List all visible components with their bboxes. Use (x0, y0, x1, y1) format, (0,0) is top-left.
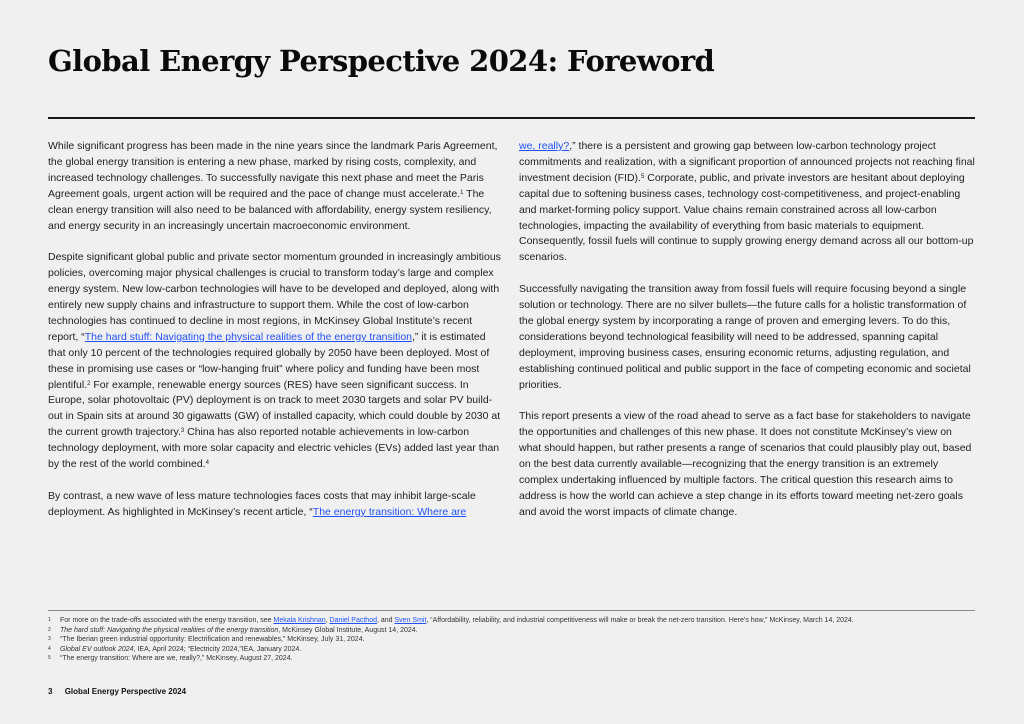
right-paragraph-1: we, really?,” there is a persistent and growing gap between low-carbon technology project commitments and realization, with a significant proportion of announced projects not reaching final investment decision (FID).$^5$ Corporate, public, and private investors are hesitant about deploying capital due to softening business cases, technology cost-competitiveness, and project-enabling and market-forming policy support. Value chains remain constrained across all low-carbon technologies, impacting the availability of everything from basic materials to equipment. Consequently, fossil fuels will continue to supply growing energy demand across all our bottom-up scenarios. (519, 140, 975, 264)
right-paragraph-2: Successfully navigating the transition away from fossil fuels will require focusing beyond a single solution or technology. There are no silver bullets—the future calls for a holistic transformation of the global energy system by incorporating a range of proven and emerging levers. To do this, considerations beyond technological feasibility will need to be addressed, spanning capital deployment, improving business cases, ensuring economic returns, adjusting regulation, and establishing continued political and public support in the face of competing economic and societal priorities. (519, 283, 971, 391)
energy-transition-article-link[interactable]: The energy transition: Where are (312, 505, 467, 518)
left-paragraph-3: By contrast, a new wave of less mature technologies faces costs that may inhibit large-scale deployment. As highlighted in McKinsey’s recent article, “The energy transition: Where are (48, 489, 476, 518)
hard-stuff-report-link[interactable]: The hard stuff: Navigating the physical realities of the energy transition (84, 330, 413, 343)
title-divider (48, 117, 975, 119)
footnote-4: 4 Global EV outlook 2024, IEA, April 2024; “Electricity 2024,”IEA, January 2024. (48, 645, 302, 653)
footnotes-divider (48, 610, 975, 611)
footnote-1: 1 For more on the trade-offs associated with the energy transition, see Mekala Krishnan, Daniel Pacthod, and Sven Smit, “Affordability, reliability, and industrial competitiveness will make or break the net-zero transition. Here’s how,” McKinsey, March 14, 2024. (48, 617, 854, 624)
footnote-ref-2: 2 (87, 380, 91, 387)
left-paragraph-1: While significant progress has been made in the nine years since the landmark Paris Agreement, the global energy transition is entering a new phase, marked by rising costs, complexity, and increased technology challenges. To successfully navigate this next phase and meet the Paris Agreement goals, urgent action will be required and the pace of change must accelerate.$^1$ The clean energy transition will also need to be balanced with affordability, energy system resiliency, and energy security in an increasingly uncertain macroeconomic environment. (48, 140, 498, 232)
footnote-2: 2 The hard stuff: Navigating the physical realities of the energy transition, McKinsey Global Institute, August 14, 2024. (48, 626, 418, 634)
author-link-krishnan[interactable]: Mekala Krishnan (273, 617, 326, 624)
author-link-smit[interactable]: Sven Smit (394, 617, 427, 624)
page-footer (48, 687, 186, 696)
author-link-pacthod[interactable]: Daniel Pacthod (329, 617, 377, 624)
footnote-5: 5 “The energy transition: Where are we, really?,” McKinsey, August 27, 2024. (48, 655, 293, 663)
page-number: 3 (48, 687, 53, 696)
energy-transition-article-link-cont[interactable]: we, really? (519, 140, 570, 152)
footnotes (48, 616, 975, 664)
right-paragraph-3: This report presents a view of the road ahead to serve as a fact base for stakeholders to navigate the opportunities and challenges of this new phase. It does not constitute McKinsey’s view on what should happen, but rather presents a range of scenarios that could plausibly play out, based on the best data currently available—recognizing that the energy transition is an extremely complex undertaking influenced by multiple factors. The critical question this research aims to address is how the world can achieve a step change in its efforts toward meeting net-zero goals and avoid the worst impacts of climate change. (519, 410, 972, 518)
footnote-3: 3 “The Iberian green industrial opportunity: Electrification and renewables,” McKinsey, July 31, 2024. (48, 636, 365, 644)
right-column (519, 139, 975, 537)
page-title: Global Energy Perspective 2024: Foreword (48, 44, 715, 78)
left-paragraph-2: Despite significant global public and private sector momentum grounded in increasingly ambitious policies, overcoming major physical challenges is crucial to transform today’s large and complex energy system. New low-carbon technologies will have to be developed and deployed, along with entirely new supply chains and infrastructure to support them. While the cost of low-carbon technologies has continued to decline in most regions, in McKinsey Global Institute’s recent report, “The hard stuff: Navigating the physical realities of the energy transition,” it is estimated that only 10 percent of the technologies required globally by 2050 have been deployed. Most of these in promising use cases or “low-hanging fruit” where policy and funding have been most plentiful.$^2$ For example, renewable energy sources (RES) have seen significant success. In Europe, solar photovoltaic (PV) deployment is on track to meet 2030 targets and solar PV build-out in Spain sits at around 30 gigawatts (GW) of installed capacity, which could double by 2030 at the current growth trajectory.$^3$ China has also reported notable achievements in low-carbon technology deployment, with more solar capacity and electric vehicles (EVs) added last year than by the rest of the world combined.$^4$ (48, 251, 501, 471)
footnote-ref-1: 1 (460, 189, 464, 196)
footnote-ref-4: 4 (205, 460, 209, 467)
footnote-ref-3: 3 (180, 428, 185, 435)
left-column (48, 139, 502, 537)
footnote-ref-5: 5 (640, 173, 645, 180)
footer-label: Global Energy Perspective 2024 (64, 687, 187, 696)
